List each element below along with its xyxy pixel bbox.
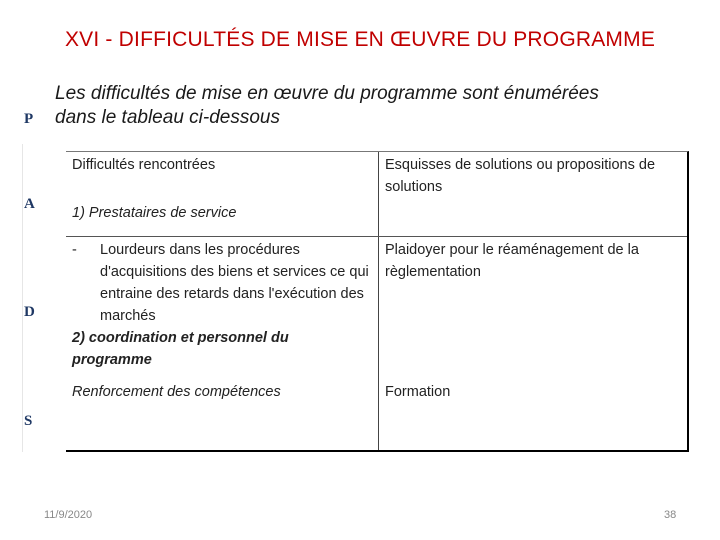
dash-bullet: - <box>72 241 77 258</box>
intro-line-1: Les difficultés de mise en œuvre du programme sont énumérées <box>55 83 599 104</box>
footer-date: 11/9/2020 <box>44 509 93 521</box>
slide-title: XVI - DIFFICULTÉS DE MISE EN ŒUVRE DU PROGRAMME <box>64 28 656 51</box>
intro-line-2: dans le tableau ci-dessous <box>55 107 280 128</box>
problem-1-text: Lourdeurs dans les procédures d'acquisitions des biens et services ce qui entraine des retards dans l'exécution des marchés <box>100 241 369 324</box>
difficulties-table <box>66 151 689 452</box>
side-bar <box>22 144 67 452</box>
header-difficulties: Difficultés rencontrées <box>72 157 216 173</box>
solution-1: Plaidoyer pour le réaménagement de la règlementation <box>379 236 688 379</box>
problem-2: Renforcement des compétences <box>72 384 281 400</box>
header-solutions: Esquisses de solutions ou propositions de solutions <box>379 152 688 200</box>
side-letter-s: S <box>24 413 33 429</box>
side-letter-a: A <box>24 196 35 212</box>
section-coordination: 2) coordination et personnel du programme <box>72 329 289 368</box>
section-prestataires: 1) Prestataires de service <box>66 200 379 236</box>
list-item <box>72 239 372 327</box>
side-letter-d: D <box>24 304 35 320</box>
page-number: 38 <box>664 509 677 521</box>
solution-2: Formation <box>379 379 688 450</box>
section-prestataires-solution <box>379 200 688 236</box>
problem-cell-1 <box>66 236 379 379</box>
intro-text <box>55 82 695 130</box>
side-letter-p: P <box>24 111 34 127</box>
